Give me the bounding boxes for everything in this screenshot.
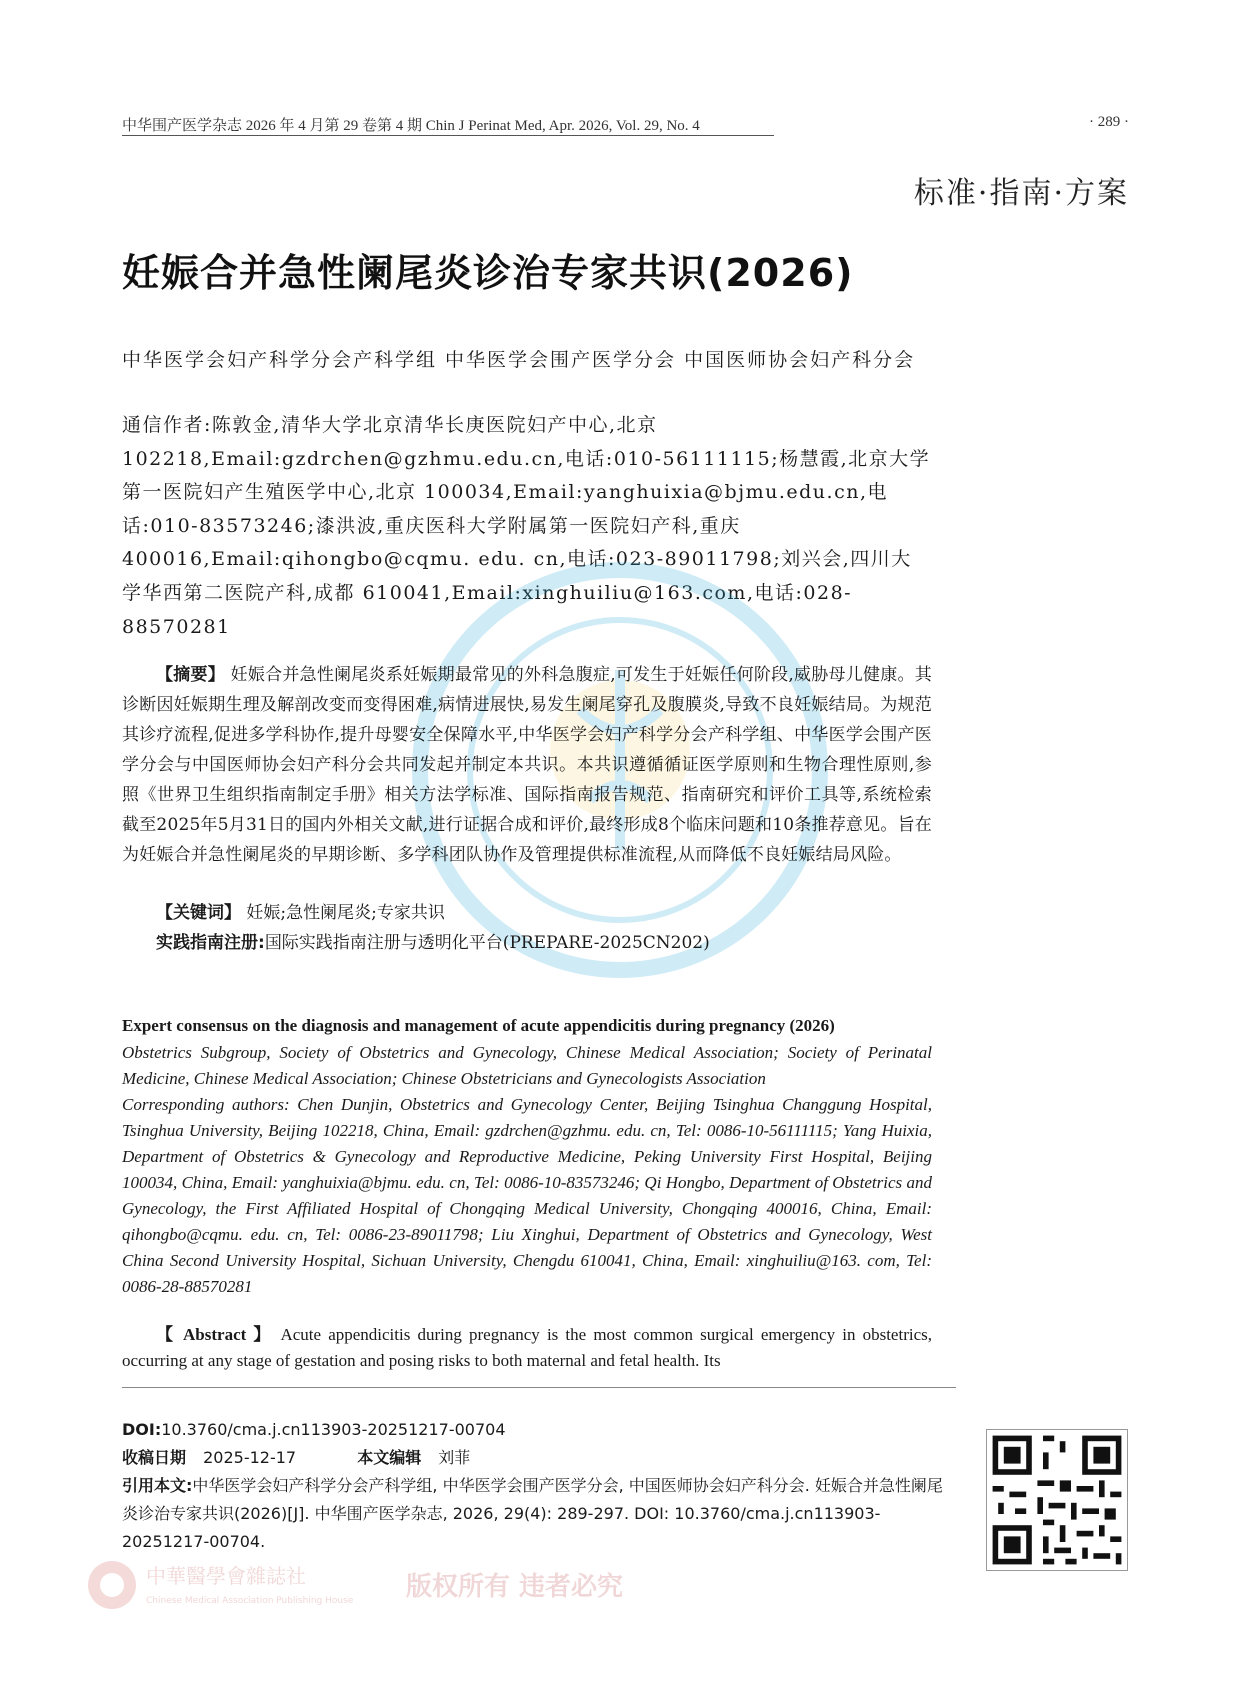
keywords-label: 【关键词】 <box>156 903 241 923</box>
abstract-cn <box>122 660 932 870</box>
editor-name: 刘菲 <box>438 1448 471 1467</box>
publisher-name-en: Chinese Medical Association Publishing House <box>146 1596 354 1606</box>
received-date: 2025-12-17 <box>203 1448 297 1467</box>
header-rule <box>122 135 774 136</box>
citation-text: 中华医学会妇产科学分会产科学组, 中华医学会围产医学分会, 中国医师协会妇产科分会. 妊娠合并急性阑尾炎诊治专家共识(2026)[J]. 中华围产医学杂志, 2026, 29(4): 289-297. DOI: 10.3760/cma.j.cn113903-20251217-00704. <box>122 1476 943 1551</box>
article-title: 妊娠合并急性阑尾炎诊治专家共识(2026) <box>122 251 854 295</box>
editor-label: 本文编辑 <box>357 1448 422 1467</box>
english-corresponding: Corresponding authors: Chen Dunjin, Obstetrics and Gynecology Center, Beijing Tsinghua Changgung Hospital, Tsinghua University, Beijing 102218, China, Email: gzdrchen@gzhmu. edu. cn, Tel: 0086-10-56111115; Yang Huixia, Department of Obstetrics & Gynecology and Reproductive Medicine, Peking University First Hospital, Beijing 100034, China, Email: yanghuixia@bjmu. edu. cn, Tel: 0086-10-83573246; Qi Hongbo, Department of Obstetrics and Gynecology, the First Affiliated Hospital of Chongqing Medical University, Chongqing 400016, China, Email: qihongbo@cqmu. edu. cn, Tel: 0086-23-89011798; Liu Xinghui, Department of Obstetrics and Gynecology, West China Second University Hospital, Sichuan University, Chengdu 610041, China, Email: xinghuiliu@163. com, Tel: 0086-28-88570281 <box>122 1095 932 1296</box>
citation <box>122 1472 958 1556</box>
english-abstract-text: Acute appendicitis during pregnancy is the most common surgical emergency in obstetrics, occurring at any stage of gestation and posing risks to both maternal and fetal health. Its <box>122 1325 932 1370</box>
publisher-watermark <box>86 1557 624 1613</box>
english-authors-block <box>122 1040 932 1300</box>
english-abstract <box>122 1322 932 1374</box>
english-title: Expert consensus on the diagnosis and management of acute appendicitis during pregnancy (2026) <box>122 1016 835 1035</box>
abstract-cn-text: 妊娠合并急性阑尾炎系妊娠期最常见的外科急腹症,可发生于妊娠任何阶段,威胁母儿健康。其诊断因妊娠期生理及解剖改变而变得困难,病情进展快,易发生阑尾穿孔及腹膜炎,导致不良妊娠结局。为规范其诊疗流程,促进多学科协作,提升母婴安全保障水平,中华医学会妇产科学分会产科学组、中华医学会围产医学分会与中国医师协会妇产科分会共同发起并制定本共识。本共识遵循循证医学原则和生物合理性原则,参照《世界卫生组织指南制定手册》相关方法学标准、国际指南报告规范、指南研究和评价工具等,系统检索截至2025年5月31日的国内外相关文献,进行证据合成和评价,最终形成8个临床问题和10条推荐意见。旨在为妊娠合并急性阑尾炎的早期诊断、多学科团队协作及管理提供标准流程,从而降低不良妊娠结局风险。 <box>122 665 932 865</box>
english-abstract-label: 【 Abstract 】 <box>156 1325 274 1344</box>
qr-code-icon[interactable] <box>986 1429 1128 1571</box>
keywords-text: 妊娠;急性阑尾炎;专家共识 <box>246 903 445 923</box>
journal-header: 中华围产医学杂志 2026 年 4 月第 29 卷第 4 期 Chin J Perinat Med, Apr. 2026, Vol. 29, No. 4 <box>122 118 700 134</box>
page-number: · 289 · <box>1089 114 1129 130</box>
guideline-registration <box>156 928 710 958</box>
keywords <box>156 898 445 928</box>
registration-text: 国际实践指南注册与透明化平台(PREPARE-2025CN202) <box>264 933 710 953</box>
received-label: 收稿日期 <box>122 1448 187 1467</box>
registration-label: 实践指南注册: <box>156 933 265 953</box>
doi-label: DOI: <box>122 1420 162 1439</box>
doi-line <box>122 1416 962 1444</box>
doi-value[interactable]: 10.3760/cma.j.cn113903-20251217-00704 <box>161 1420 506 1439</box>
corresponding-authors: 通信作者:陈敦金,清华大学北京清华长庚医院妇产中心,北京 102218,Email:gzdrchen@gzhmu.edu.cn,电话:010-56111115;杨慧霞,北京大学第一医院妇产生殖医学中心,北京 100034,Email:yanghuixia@bjmu.edu.cn,电话:010-83573246;漆洪波,重庆医科大学附属第一医院妇产科,重庆 400016,Email:qihongbo@cqmu. edu. cn,电话:023-89011798;刘兴会,四川大学华西第二医院产科,成都 610041,Email:xinghuiliu@163.com,电话:028-88570281 <box>122 414 931 638</box>
received-line <box>122 1444 962 1472</box>
publisher-name-cn: 中華醫學會雜誌社 <box>146 1564 306 1588</box>
footer-rule <box>122 1387 956 1388</box>
section-label: 标准·指南·方案 <box>913 176 1129 211</box>
citation-label: 引用本文: <box>122 1476 193 1495</box>
english-authors: Obstetrics Subgroup, Society of Obstetrics and Gynecology, Chinese Medical Association; Society of Perinatal Medicine, Chinese Medical Association; Chinese Obstetricians and Gynecologists Association <box>122 1043 932 1088</box>
author-groups: 中华医学会妇产科学分会产科学组 中华医学会围产医学分会 中国医师协会妇产科分会 <box>122 349 916 371</box>
abstract-cn-label: 【摘要】 <box>156 665 226 685</box>
rights-text: 版权所有 违者必究 <box>406 1572 624 1602</box>
